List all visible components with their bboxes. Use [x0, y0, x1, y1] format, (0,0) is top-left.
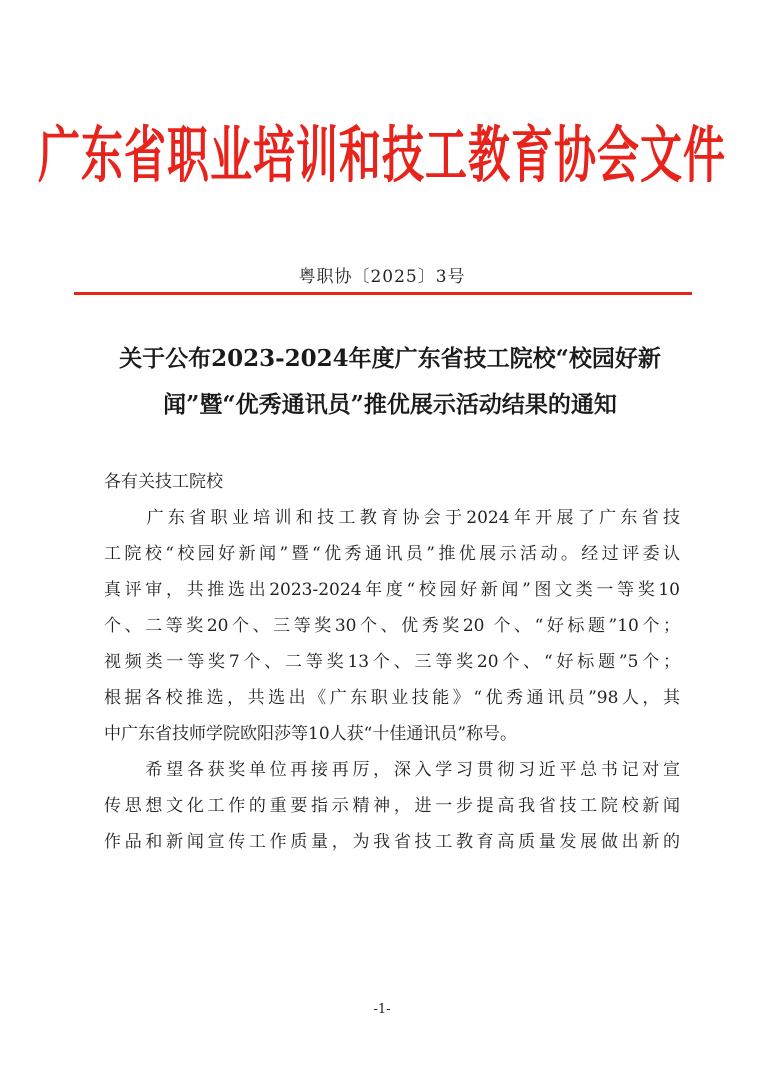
paragraph-2-line-3: 作品和新闻宣传工作质量，为我省技工教育高质量发展做出新的	[104, 832, 680, 852]
masthead-title: 广东省职业培训和技工教育协会文件	[37, 119, 726, 191]
notice-title-line-2: 闻”暨“优秀通讯员”推优展示活动结果的通知	[163, 391, 617, 418]
page-number: -1-	[373, 1002, 391, 1017]
paragraph-1	[104, 500, 680, 752]
notice-body	[104, 464, 680, 860]
salutation: 各有关技工院校	[104, 472, 223, 492]
paragraph-2	[104, 752, 680, 860]
paragraph-1-line-5: 视频类一等奖7个、二等奖13个、三等奖20个、“好标题”5个；	[104, 652, 680, 672]
paragraph-1-line-3: 真评审，共推选出2023-2024年度“校园好新闻”图文类一等奖10	[104, 580, 680, 600]
paragraph-1-line-6: 根据各校推选，共选出《广东职业技能》“优秀通讯员”98人，其	[104, 688, 680, 708]
paragraph-1-line-4: 个、二等奖20个、三等奖30个、优秀奖20 个、“好标题”10个；	[104, 616, 680, 636]
paragraph-2-line-1: 希望各获奖单位再接再厉，深入学习贯彻习近平总书记对宣	[104, 760, 680, 780]
paragraph-1-line-2: 工院校“校园好新闻”暨“优秀通讯员”推优展示活动。经过评委认	[104, 544, 680, 564]
paragraph-1-line-7: 中广东省技师学院欧阳莎等10人获“十佳通讯员”称号。	[104, 724, 518, 744]
document-number: 粤职协〔2025〕3号	[298, 267, 466, 287]
paragraph-2-line-2: 传思想文化工作的重要指示精神，进一步提高我省技工院校新闻	[104, 796, 680, 816]
notice-title-line-1: 关于公布2023-2024年度广东省技工院校“校园好新	[119, 345, 661, 372]
notice-title	[90, 336, 690, 428]
paragraph-1-line-1: 广东省职业培训和技工教育协会于2024年开展了广东省技	[104, 508, 680, 528]
red-header-rule	[74, 292, 692, 295]
